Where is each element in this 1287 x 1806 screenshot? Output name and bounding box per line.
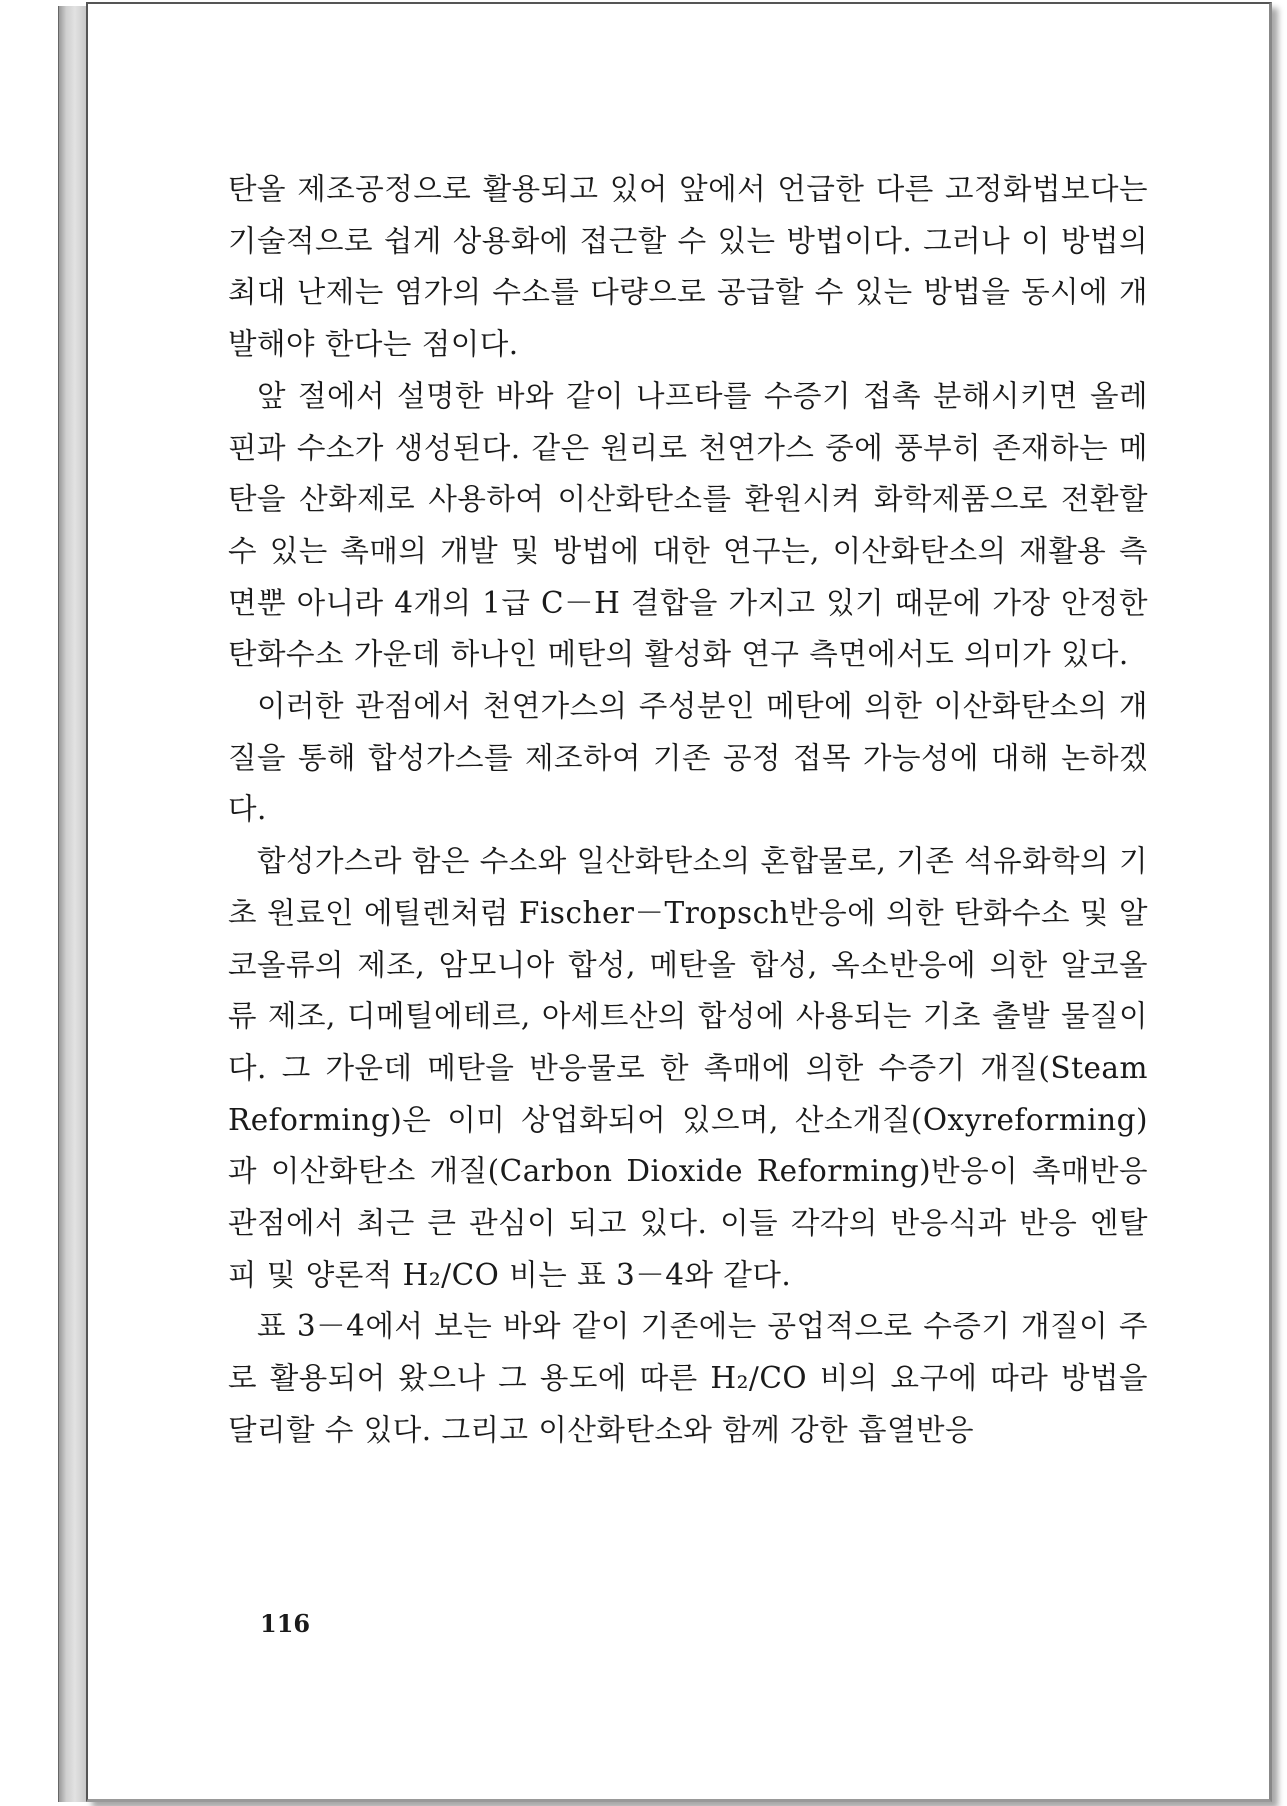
paragraph-3: 이러한 관점에서 천연가스의 주성분인 메탄에 의한 이산화탄소의 개질을 통해 합성가스를 제조하여 기존 공정 접목 가능성에 대해 논하겠다. [228,689,1148,827]
book-page [86,2,1272,1802]
book-spine [58,6,88,1802]
paragraph-4: 합성가스라 함은 수소와 일산화탄소의 혼합물로, 기존 석유화학의 기초 원료인 에틸렌처럼 Fischer－Tropsch반응에 의한 탄화수소 및 알코올류의 제조, 암모니아 합성, 메탄올 합성, 옥소반응에 의한 알코올류 제조, 디메틸에테르, 아세트산의 합성에 사용되는 기초 출발 물질이다. 그 가운데 메탄을 반응물로 한 촉매에 의한 수증기 개질(Steam Reforming)은 이미 상업화되어 있으며, 산소개질(Oxyreforming)과 이산화탄소 개질(Carbon Dioxide Reforming)반응이 촉매반응 관점에서 최근 큰 관심이 되고 있다. 이들 각각의 반응식과 반응 엔탈피 및 양론적 H₂/CO 비는 표 3－4와 같다. [228,844,1148,1292]
paragraph-5: 표 3－4에서 보는 바와 같이 기존에는 공업적으로 수증기 개질이 주로 활용되어 왔으나 그 용도에 따른 H₂/CO 비의 요구에 따라 방법을 달리할 수 있다. 그리고 이산화탄소와 함께 강한 흡열반응 [228,1309,1148,1447]
paragraph-1: 탄올 제조공정으로 활용되고 있어 앞에서 언급한 다른 고정화법보다는 기술적으로 쉽게 상용화에 접근할 수 있는 방법이다. 그러나 이 방법의 최대 난제는 염가의 수소를 다량으로 공급할 수 있는 방법을 동시에 개발해야 한다는 점이다. [228,172,1148,362]
page-number: 116 [260,1609,311,1638]
body-text [228,164,1148,1457]
paragraph-2: 앞 절에서 설명한 바와 같이 나프타를 수증기 접촉 분해시키면 올레핀과 수소가 생성된다. 같은 원리로 천연가스 중에 풍부히 존재하는 메탄을 산화제로 사용하여 이산화탄소를 환원시켜 화학제품으로 전환할 수 있는 촉매의 개발 및 방법에 대한 연구는, 이산화탄소의 재활용 측면뿐 아니라 4개의 1급 C－H 결합을 가지고 있기 때문에 가장 안정한 탄화수소 가운데 하나인 메탄의 활성화 연구 측면에서도 의미가 있다. [228,378,1148,672]
